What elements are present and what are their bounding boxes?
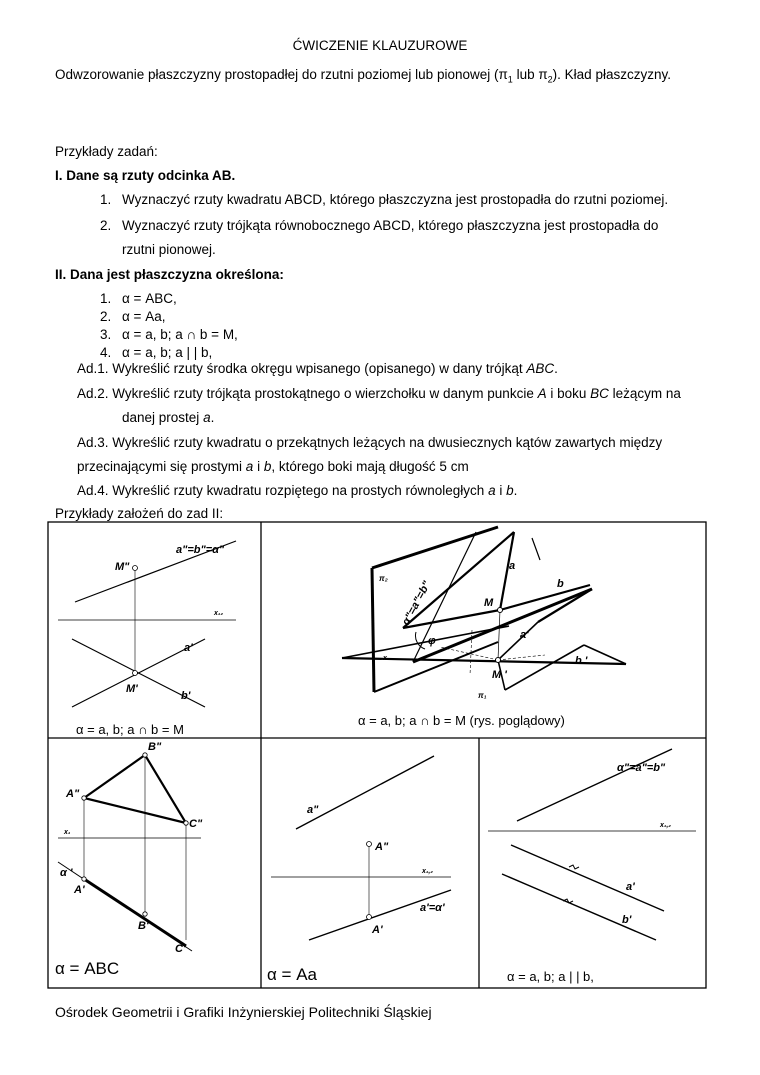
fig3-label-c2: C" bbox=[189, 818, 203, 830]
intro-paragraph: Odwzorowanie płaszczyzny prostopadłej do rzutni poziomej lub pionowej ($\pi_1$ lub $\pi_2$). Kład płaszczyzny. bbox=[55, 67, 671, 85]
fig2-caption: α = a, b; a ∩ b = M (rys. poglądowy) bbox=[358, 713, 565, 728]
fig3-label-c1: C' bbox=[175, 943, 186, 955]
fig5-label-top: α"=a"=b" bbox=[617, 762, 666, 774]
fig2-label-phi: φ bbox=[428, 635, 436, 647]
fig5-label-x: x₁,₂ bbox=[660, 822, 671, 829]
fig1-caption: α = a, b; a ∩ b = M bbox=[76, 722, 184, 737]
list-item-cont: rzutni pionowej. bbox=[122, 242, 216, 257]
list-item: 4. α = a, b; a | | b, bbox=[100, 345, 213, 360]
fig1-label-m1: M' bbox=[126, 683, 138, 695]
examples-label: Przykłady zadań: bbox=[55, 144, 158, 159]
fig2-label-alpha: α"=a"=b" bbox=[400, 579, 434, 628]
list-item: 2. Wyznaczyć rzuty trójkąta równobocznego ABCD, którego płaszczyzna jest prostopadła do bbox=[100, 218, 659, 233]
fig1-label-x: x₁₂ bbox=[214, 610, 224, 617]
ad4-text: Ad.4. Wykreślić rzuty kwadratu rozpiętego na prostych równoległych a i b. bbox=[77, 483, 518, 498]
fig5-label-a1: a' bbox=[626, 881, 635, 893]
fig2-label-b: b bbox=[557, 578, 564, 590]
fig3-caption: α = ABC bbox=[55, 959, 120, 978]
fig1-label-top: a"=b"=α" bbox=[176, 544, 225, 556]
page-title: ĆWICZENIE KLAUZUROWE bbox=[292, 38, 468, 53]
fig2-label-pi1: π₁ bbox=[478, 691, 487, 700]
fig2-label-x: x₁₂ bbox=[383, 655, 393, 662]
fig1-label-a1: a' bbox=[184, 642, 193, 654]
figure-1 bbox=[58, 541, 236, 707]
fig2-label-pi2: π₂ bbox=[379, 574, 388, 583]
figure-3 bbox=[58, 753, 201, 951]
footer: Ośrodek Geometrii i Grafiki Inżynierskiej Politechniki Śląskiej bbox=[55, 1004, 432, 1020]
list-item: 3. α = a, b; a ∩ b = M, bbox=[100, 327, 238, 342]
fig5-label-b1: b' bbox=[622, 914, 632, 926]
figures-label: Przykłady założeń do zad II: bbox=[55, 506, 224, 521]
fig4-label-A1: A' bbox=[372, 924, 383, 936]
section2-heading: II. Dana jest płaszczyzna określona: bbox=[55, 267, 284, 282]
fig4-label-x: x₁,₂ bbox=[422, 868, 433, 875]
figure-5 bbox=[488, 749, 696, 940]
fig3-label-b2: B" bbox=[148, 741, 162, 753]
ad1-text: Ad.1. Wykreślić rzuty środka okręgu wpisanego (opisanego) w dany trójkąt ABC. bbox=[77, 361, 558, 376]
list-item: 2. α = Aa, bbox=[100, 309, 166, 324]
ad3-text: Ad.3. Wykreślić rzuty kwadratu o przekątnych leżących na dwusiecznych kątów zawartych między bbox=[77, 435, 663, 450]
fig5-caption: α = a, b; a | | b, bbox=[507, 969, 594, 984]
list-item: 1. α = ABC, bbox=[100, 291, 177, 306]
fig2-label-a1: a' bbox=[520, 629, 529, 641]
ad2-text-cont: danej prostej a. bbox=[122, 410, 215, 425]
fig3-label-a1: A' bbox=[74, 884, 85, 896]
fig4-label-a1: a'=α' bbox=[420, 902, 445, 914]
fig2-label-m: M bbox=[484, 597, 494, 609]
fig3-label-alpha1: α ' bbox=[60, 867, 73, 879]
section1-heading: I. Dane są rzuty odcinka AB. bbox=[55, 168, 236, 183]
fig1-label-b1: b' bbox=[181, 690, 191, 702]
fig4-label-a2: a" bbox=[307, 804, 319, 816]
ad2-text: Ad.2. Wykreślić rzuty trójkąta prostokątnego o wierzchołku w danym punkcie A i boku BC leżącym na bbox=[77, 386, 681, 401]
list-item: 1. Wyznaczyć rzuty kwadratu ABCD, którego płaszczyzna jest prostopadła do rzutni poziomej. bbox=[100, 192, 669, 207]
fig2-label-a: a bbox=[509, 560, 516, 572]
fig3-label-a2: A" bbox=[66, 788, 80, 800]
ad3-text-cont: przecinającymi się prostymi a i b, którego boki mają długość 5 cm bbox=[77, 459, 469, 474]
fig1-label-m2: M" bbox=[115, 561, 130, 573]
fig3-label-b1: B' bbox=[138, 920, 149, 932]
fig2-label-m1: M ' bbox=[492, 669, 507, 681]
fig4-caption: α = Aa bbox=[267, 965, 317, 984]
figure-2 bbox=[342, 527, 626, 692]
fig3-label-x: x₁ bbox=[64, 829, 71, 836]
fig4-label-A2: A" bbox=[375, 841, 389, 853]
fig2-label-b1: b ' bbox=[575, 655, 588, 667]
